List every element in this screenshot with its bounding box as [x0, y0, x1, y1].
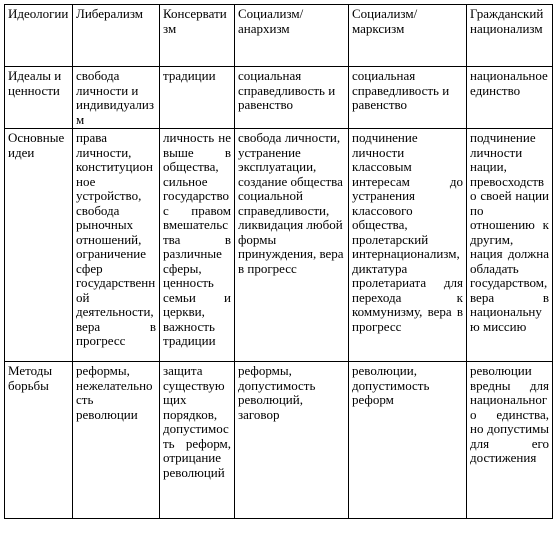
cell-ideas-nationalism: подчинение личности нации, превосходство своей нации по отношению к другим, нация должна обладать государством, вера в национальную миссию	[467, 129, 553, 362]
cell-ideals-marxism: социальная справедливость и равенство	[349, 67, 467, 129]
cell-ideals-nationalism: национальное единство	[467, 67, 553, 129]
ideologies-table	[4, 4, 553, 519]
header-cell-socialism-anarchism: Социализм/анархизм	[235, 5, 349, 67]
header-cell-socialism-marxism: Социализм/марксизм	[349, 5, 467, 67]
row-label-ideals: Идеалы и ценности	[5, 67, 73, 129]
table-row-main-ideas	[5, 129, 553, 362]
row-label-methods: Методы борьбы	[5, 362, 73, 519]
cell-methods-nationalism: революции вредны для национального единства, но допустимы для его достижения	[467, 362, 553, 519]
row-label-main-ideas: Основные идеи	[5, 129, 73, 362]
cell-methods-marxism: революции, допустимость реформ	[349, 362, 467, 519]
cell-ideas-conservatism: личность не выше в общества, сильное государство с правом вмешательства в различные сферы, ценность семьи и церкви, важность традиции	[160, 129, 235, 362]
cell-methods-anarchism: реформы, допустимость революций, заговор	[235, 362, 349, 519]
cell-ideals-conservatism: традиции	[160, 67, 235, 129]
table-header-row	[5, 5, 553, 67]
cell-ideals-liberalism: свобода личности и индивидуализм	[73, 67, 160, 129]
table-row-methods	[5, 362, 553, 519]
cell-methods-conservatism: защита существующих порядков, допустимость реформ, отрицание революций	[160, 362, 235, 519]
cell-ideas-anarchism: свобода личности, устранение эксплуатации, создание общества социальной справедливости, ликвидация любой формы принуждения, вера в прогресс	[235, 129, 349, 362]
header-cell-conservatism: Консерватизм	[160, 5, 235, 67]
ideologies-table-wrapper	[4, 4, 553, 519]
cell-methods-liberalism: реформы, нежелательность революции	[73, 362, 160, 519]
cell-ideals-anarchism: социальная справедливость и равенство	[235, 67, 349, 129]
table-row-ideals	[5, 67, 553, 129]
header-cell-civic-nationalism: Гражданский национализм	[467, 5, 553, 67]
cell-ideas-marxism: подчинение личности классовым интересам до устранения классового общества, пролетарский интернационализм, диктатура пролетариата для перехода к коммунизму, вера в прогресс	[349, 129, 467, 362]
header-cell-ideologies: Идеологии	[5, 5, 73, 67]
cell-ideas-liberalism: права личности, конституционное устройство, свобода рыночных отношений, ограничение сфер государственной деятельности, вера в прогресс	[73, 129, 160, 362]
header-cell-liberalism: Либерализм	[73, 5, 160, 67]
